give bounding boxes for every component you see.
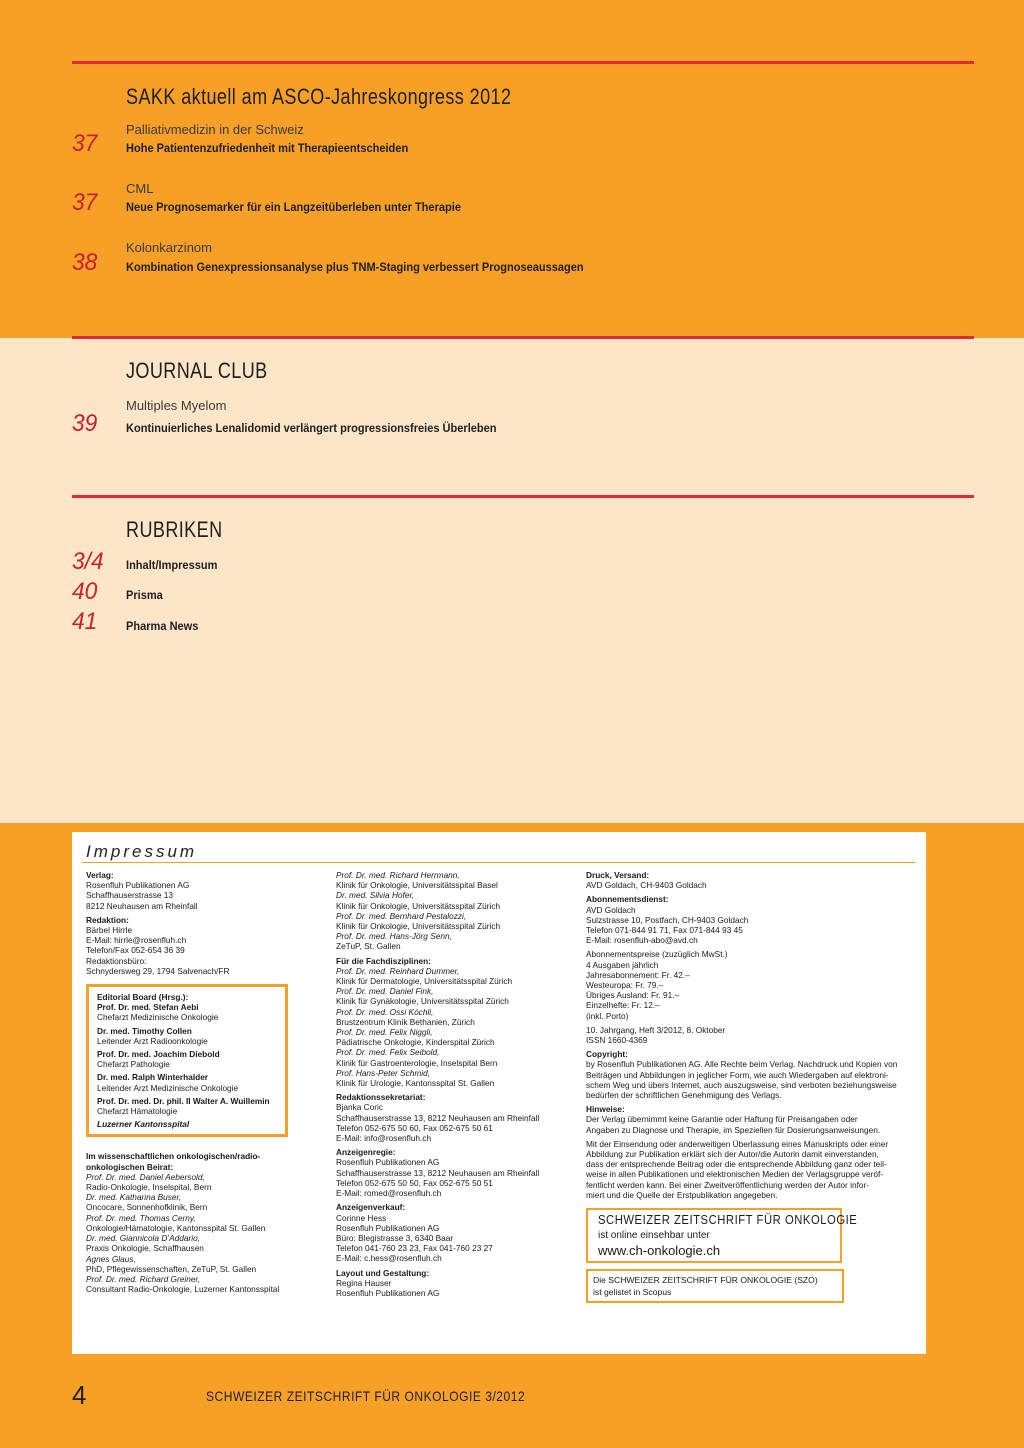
verlag-line: Schaffhauserstrasse 13 <box>86 890 174 901</box>
board-member-role: Leitender Arzt Medizinische Onkologie <box>97 1082 239 1093</box>
anzeigenregie-email[interactable]: E-Mail: romed@rosenfluh.ch <box>336 1188 442 1199</box>
beirat-heading: Im wissenschaftlichen onkologischen/radio-onkologischen Beirat: <box>86 1151 261 1172</box>
beirat-institution: ZeTuP, St. Gallen <box>336 941 401 952</box>
article-title[interactable]: Pharma News <box>126 619 199 633</box>
section-title: JOURNAL CLUB <box>126 358 268 383</box>
abo-line: Telefon 071-844 91 71, Fax 071-844 93 45 <box>586 925 743 936</box>
article-title[interactable]: Hohe Patientenzufriedenheit mit Therapieentscheiden <box>126 141 409 155</box>
article-title[interactable]: Kombination Genexpressionsanalyse plus TNM-Staging verbessert Prognoseaussagen <box>126 260 584 274</box>
section-title: SAKK aktuell am ASCO-Jahreskongress 2012 <box>126 84 512 109</box>
copyright-line: schem Weg und übers Internet, auch auszugsweise, sind verboten beziehungsweise <box>586 1079 897 1090</box>
anzeigenregie-line: Schaffhauserstrasse 13, 8212 Neuhausen am Rheinfall <box>336 1167 540 1178</box>
layout-line: Regina Hauser <box>336 1277 392 1288</box>
impressum-column-2 <box>336 870 576 1298</box>
fach-name: Prof. Hans-Peter Schmid, <box>336 1067 431 1078</box>
anzeigenregie-heading: Anzeigenregie: <box>336 1147 396 1158</box>
article-category: CML <box>126 181 154 196</box>
jahrgang-line: 10. Jahrgang, Heft 3/2012, 8. Oktober <box>586 1024 726 1035</box>
page-number: 40 <box>72 578 98 605</box>
sekretariat-heading: Redaktionssekretariat: <box>336 1092 426 1103</box>
hinweise-line: Der Verlag übernimmt keine Garantie oder Haftung für Preisangaben oder <box>586 1114 858 1125</box>
article-title[interactable]: Kontinuierliches Lenalidomid verlängert progressionsfreies Überleben <box>126 421 497 435</box>
einsendung-line: dass der entsprechende Beitrag oder die entsprechende Abbildung ganz oder teil- <box>586 1159 887 1170</box>
druck-line: AVD Goldach, CH-9403 Goldach <box>586 880 707 891</box>
beirat-name: Prof. Dr. med. Daniel Aebersold, <box>86 1171 205 1182</box>
issn-line: ISSN 1660-4369 <box>586 1035 648 1046</box>
layout-line: Rosenfluh Publikationen AG <box>336 1287 440 1298</box>
anzeigenregie-line: Rosenfluh Publikationen AG <box>336 1157 440 1168</box>
page-number: 37 <box>72 130 98 157</box>
article-category: Kolonkarzinom <box>126 240 212 255</box>
abo-line: AVD Goldach <box>586 904 636 915</box>
board-member-name: Prof. Dr. med. Stefan Aebi <box>97 1002 199 1013</box>
preise-line: 4 Ausgaben jährlich <box>586 959 659 970</box>
abo-heading: Abonnementsdienst: <box>586 894 669 905</box>
abo-line: Sulzstrasse 10, Postfach, CH-9403 Goldach <box>586 914 749 925</box>
beirat-name: Dr. med. Silvia Hofer, <box>336 890 415 901</box>
scopus-notice-box <box>586 1269 844 1303</box>
board-heading: Editorial Board (Hrsg.): <box>97 992 189 1003</box>
fach-institution: Klinik für Gastroenterologie, Inselspital Bern <box>336 1057 498 1068</box>
preise-line: Übriges Ausland: Fr. 91.– <box>586 990 680 1001</box>
section-rule <box>72 336 974 339</box>
beirat-name: Prof. Dr. med. Richard Herrmann, <box>336 870 460 880</box>
impressum-column-3 <box>586 870 920 1303</box>
beirat-institution: Oncocare, Sonnenhofklinik, Bern <box>86 1202 208 1213</box>
impressum-box <box>72 832 926 1354</box>
verlag-heading: Verlag: <box>86 870 114 880</box>
scopus-line: Die SCHWEIZER ZEITSCHRIFT FÜR ONKOLOGIE (SZO) <box>593 1274 818 1285</box>
verlag-line: Rosenfluh Publikationen AG <box>86 880 190 891</box>
sekretariat-email[interactable]: E-Mail: info@rosenfluh.ch <box>336 1133 432 1144</box>
beirat-name: Agnes Glaus, <box>86 1253 136 1264</box>
article-title[interactable]: Inhalt/Impressum <box>126 558 218 572</box>
fach-name: Prof. Dr. med. Reinhard Dummer, <box>336 965 460 976</box>
anzeigenverkauf-line: Rosenfluh Publikationen AG <box>336 1222 440 1233</box>
beirat-institution: PhD, Pflegewissenschaften, ZeTuP, St. Gallen <box>86 1263 257 1274</box>
editorial-board-box <box>86 984 288 1137</box>
board-institution: Luzerner Kantonsspital <box>97 1119 190 1130</box>
redaktion-line[interactable]: E-Mail: hirrle@rosenfluh.ch <box>86 935 187 946</box>
fach-name: Prof. Dr. med. Felix Seibold, <box>336 1047 440 1058</box>
anzeigenverkauf-email[interactable]: E-Mail: c.hess@rosenfluh.ch <box>336 1253 442 1264</box>
abo-email[interactable]: E-Mail: rosenfluh-abo@avd.ch <box>586 935 698 946</box>
anzeigenregie-line: Telefon 052-675 50 50, Fax 052-675 50 51 <box>336 1177 493 1188</box>
website-link[interactable]: www.ch-onkologie.ch <box>598 1242 721 1258</box>
sekretariat-line: Telefon 052-675 50 60, Fax 052-675 50 61 <box>336 1122 493 1133</box>
beirat-institution: Klinik für Onkologie, Universitätsspital Zürich <box>336 900 501 911</box>
impressum-title: Impressum <box>86 842 198 861</box>
einsendung-line: miert und die Quelle der Erstpublikation angegeben. <box>586 1189 778 1200</box>
fach-institution: Pädiatrische Onkologie, Kinderspital Zürich <box>336 1037 495 1048</box>
board-member-name: Prof. Dr. med. Joachim Diebold <box>97 1049 220 1060</box>
copyright-line: Beiträgen und Abbildungen in jeglicher Form, wie auch Wiedergaben auf elektroni- <box>586 1069 889 1080</box>
fach-institution: Brustzentrum Klinik Bethanien, Zürich <box>336 1016 475 1027</box>
page-number: 37 <box>72 189 98 216</box>
sekretariat-line: Schaffhauserstrasse 13, 8212 Neuhausen am Rheinfall <box>336 1112 540 1123</box>
fach-name: Prof. Dr. med. Felix Niggli, <box>336 1027 433 1038</box>
beirat-name: Prof. Dr. med. Richard Greiner, <box>86 1273 201 1284</box>
druck-heading: Druck, Versand: <box>586 870 650 880</box>
page-number: 39 <box>72 410 98 437</box>
board-member-name: Dr. med. Ralph Winterhalder <box>97 1072 209 1083</box>
board-member-name: Dr. med. Timothy Collen <box>97 1025 192 1036</box>
page-number: 38 <box>72 249 98 276</box>
beirat-name: Prof. Dr. med. Hans-Jörg Senn, <box>336 931 452 942</box>
redaktion-line: Schnydersweg 29, 1794 Salvenach/FR <box>86 965 230 976</box>
beirat-institution: Klinik für Onkologie, Universitätsspital Zürich <box>336 921 501 932</box>
section-title: RUBRIKEN <box>126 517 223 542</box>
layout-heading: Layout und Gestaltung: <box>336 1267 430 1278</box>
beirat-name: Dr. med. Giannicola D’Addario, <box>86 1233 201 1244</box>
preise-line: (inkl. Porto) <box>586 1010 629 1021</box>
beirat-institution: Klinik für Onkologie, Universitätsspital Basel <box>336 880 498 891</box>
fach-institution: Klinik für Gynäkologie, Universitätsspital Zürich <box>336 996 509 1007</box>
fach-institution: Klinik für Dermatologie, Universitätsspital Zürich <box>336 976 513 987</box>
scopus-line: ist gelistet in Scopus <box>593 1286 672 1297</box>
anzeigenverkauf-line: Büro: Blegistrasse 3, 6340 Baar <box>336 1232 454 1243</box>
einsendung-line: Abbildung zur Publikation erklärt sich der Autor/die Autorin damit einverstanden, <box>586 1149 879 1160</box>
sekretariat-line: Bjanka Coric <box>336 1102 384 1113</box>
verlag-line: 8212 Neuhausen am Rheinfall <box>86 900 198 911</box>
anzeigenverkauf-line: Telefon 041-760 23 23, Fax 041-760 23 27 <box>336 1243 493 1254</box>
hinweise-line: Angaben zu Diagnose und Therapie, im Speziellen für Dosierungsanweisungen. <box>586 1124 881 1135</box>
redaktion-line: Telefon/Fax 052-654 36 39 <box>86 945 185 956</box>
einsendung-line: fentlicht werden kann. Bei einer Zweitveröffentlichung werden der Autor infor- <box>586 1179 870 1190</box>
board-member-role: Chefarzt Hämatologie <box>97 1106 178 1117</box>
article-title[interactable]: Neue Prognosemarker für ein Langzeitüberleben unter Therapie <box>126 200 461 214</box>
page-number: 41 <box>72 608 98 635</box>
section-rule <box>72 61 974 64</box>
preise-line: Einzelhefte: Fr. 12.– <box>586 1000 660 1011</box>
board-member-role: Chefarzt Pathologie <box>97 1059 170 1070</box>
footer-page-number: 4 <box>72 1380 87 1410</box>
hinweise-heading: Hinweise: <box>586 1104 625 1115</box>
fach-institution: Klinik für Urologie, Kantonsspital St. Gallen <box>336 1078 495 1089</box>
beirat-name: Dr. med. Katharina Buser, <box>86 1192 182 1203</box>
preise-line: Westeuropa: Fr. 79.– <box>586 980 664 991</box>
article-category: Multiples Myelom <box>126 398 227 413</box>
copyright-heading: Copyright: <box>586 1049 628 1060</box>
fach-name: Prof. Dr. med. Ossi Köchli, <box>336 1006 434 1017</box>
article-title[interactable]: Prisma <box>126 588 163 602</box>
redaktion-heading: Redaktion: <box>86 914 129 925</box>
beirat-institution: Praxis Onkologie, Schaffhausen <box>86 1243 204 1254</box>
section-rule <box>72 495 974 498</box>
online-notice-title: SCHWEIZER ZEITSCHRIFT FÜR ONKOLOGIE <box>598 1213 858 1228</box>
board-member-role: Chefarzt Medizinische Onkologie <box>97 1012 219 1023</box>
beirat-institution: Radio-Onkologie, Inselspital, Bern <box>86 1182 212 1193</box>
anzeigenverkauf-heading: Anzeigenverkauf: <box>336 1202 406 1213</box>
beirat-institution: Consultant Radio-Onkologie, Luzerner Kantonsspital <box>86 1284 280 1295</box>
impressum-divider <box>82 862 916 863</box>
redaktion-line: Redaktionsbüro: <box>86 955 147 966</box>
online-notice-subtitle: ist online einsehbar unter <box>598 1230 710 1242</box>
einsendung-line: weise in allen Publikationen und elektronischen Medien der Verlagsgruppe veröf- <box>586 1169 884 1180</box>
preise-line: Jahresabonnement: Fr. 42.– <box>586 969 690 980</box>
board-member-name: Prof. Dr. med. Dr. phil. II Walter A. Wuillemin <box>97 1095 270 1106</box>
copyright-line: by Rosenfluh Publikationen AG. Alle Rechte beim Verlag. Nachdruck und Kopien von <box>586 1059 898 1070</box>
footer-journal-title: SCHWEIZER ZEITSCHRIFT FÜR ONKOLOGIE 3/2012 <box>206 1388 526 1404</box>
top-orange-band <box>0 0 1024 338</box>
redaktion-line: Bärbel Hirrle <box>86 925 133 936</box>
preise-line: Abonnementspreise (zuzüglich MwSt.) <box>586 949 728 960</box>
anzeigenverkauf-line: Corinne Hess <box>336 1212 387 1223</box>
beirat-name: Prof. Dr. med. Bernhard Pestalozzi, <box>336 910 467 921</box>
impressum-column-1 <box>86 870 316 1294</box>
board-member-role: Leitender Arzt Radioonkologie <box>97 1035 208 1046</box>
copyright-line: bedürfen der schriftlichen Genehmigung des Verlags. <box>586 1090 782 1101</box>
article-category: Palliativmedizin in der Schweiz <box>126 122 304 137</box>
online-notice-box <box>586 1208 858 1263</box>
beirat-name: Prof. Dr. med. Thomas Cerny, <box>86 1212 196 1223</box>
fach-name: Prof. Dr. med. Daniel Fink, <box>336 986 434 997</box>
page-number: 3/4 <box>72 548 104 575</box>
fach-heading: Für die Fachdisziplinen: <box>336 955 431 966</box>
beirat-institution: Onkologie/Hämatologie, Kantonsspital St. Gallen <box>86 1222 266 1233</box>
einsendung-line: Mit der Einsendung oder anderweitigen Überlassung eines Manuskripts oder einer <box>586 1138 889 1149</box>
